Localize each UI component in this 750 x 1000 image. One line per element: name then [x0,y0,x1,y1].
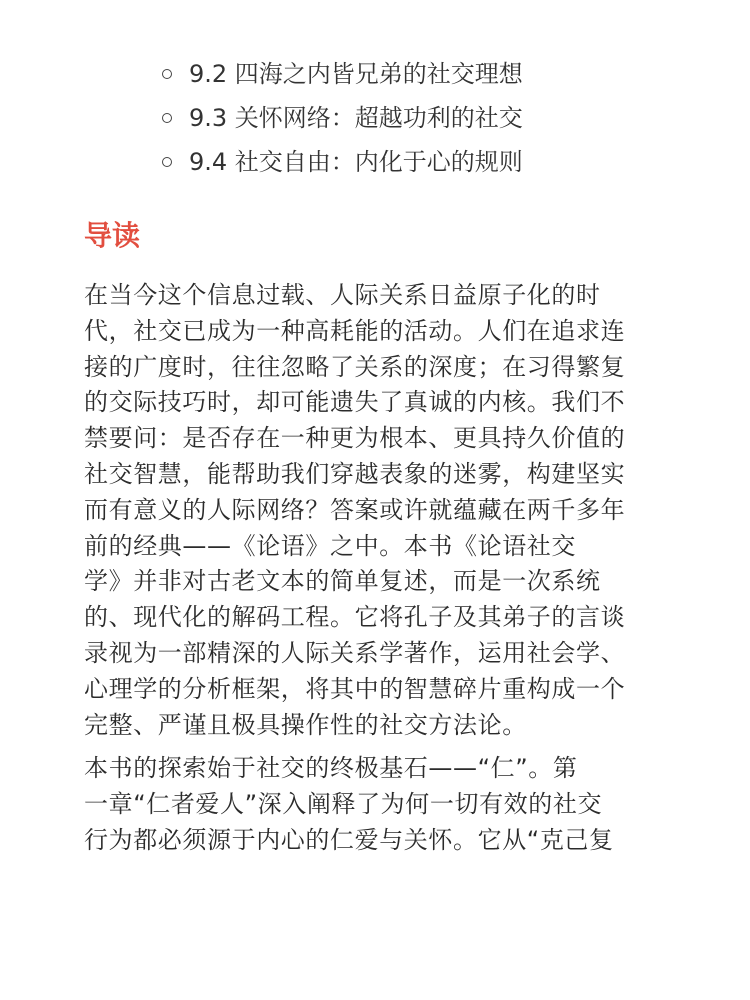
section-heading: 导读 [84,219,141,252]
paragraph-line: 的交际技巧时，却可能遗失了真诚的内核。我们不 [84,388,626,417]
paragraph-line: 完整、严谨且极具操作性的社交方法论。 [84,710,527,739]
paragraph-line: 录视为一部精深的人际关系学著作，运用社会学、 [84,638,626,667]
paragraph-line: 行为都必须源于内心的仁爱与关怀。它从“克己复 [84,825,614,854]
paragraph-line: 而有意义的人际网络？答案或许就蕴藏在两千多年 [84,495,626,524]
toc-item-label: 9.4 社交自由：内化于心的规则 [189,148,523,176]
paragraph-line: 接的广度时，往往忽略了关系的深度；在习得繁复 [84,352,626,381]
toc-item-label: 9.2 四海之内皆兄弟的社交理想 [189,60,523,88]
toc-item[interactable] [162,52,680,96]
paragraph-line: 的、现代化的解码工程。它将孔子及其弟子的言谈 [84,603,626,632]
paragraph-line: 本书的探索始于社交的终极基石——“仁”。第 [84,754,578,783]
body-paragraph [84,751,684,858]
hollow-circle-bullet-icon [162,69,172,79]
paragraph-line: 心理学的分析框架，将其中的智慧碎片重构成一个 [84,674,626,703]
paragraph-line: 一章“仁者爱人”深入阐释了为何一切有效的社交 [84,790,603,819]
toc-item-label: 9.3 关怀网络：超越功利的社交 [189,104,523,132]
toc-item[interactable] [162,96,680,140]
paragraph-line: 学》并非对古老文本的简单复述，而是一次系统 [84,567,601,596]
paragraph-line: 代，社交已成为一种高耗能的活动。人们在追求连 [84,316,626,345]
intro-paragraph [84,278,684,743]
toc-item[interactable] [162,140,680,184]
hollow-circle-bullet-icon [162,113,172,123]
paragraph-line: 在当今这个信息过载、人际关系日益原子化的时 [84,281,601,309]
table-of-contents [84,52,680,184]
paragraph-line: 禁要问：是否存在一种更为根本、更具持久价值的 [84,424,626,453]
hollow-circle-bullet-icon [162,157,172,167]
paragraph-line: 社交智慧，能帮助我们穿越表象的迷雾，构建坚实 [84,459,626,488]
paragraph-line: 前的经典——《论语》之中。本书《论语社交 [84,531,576,560]
